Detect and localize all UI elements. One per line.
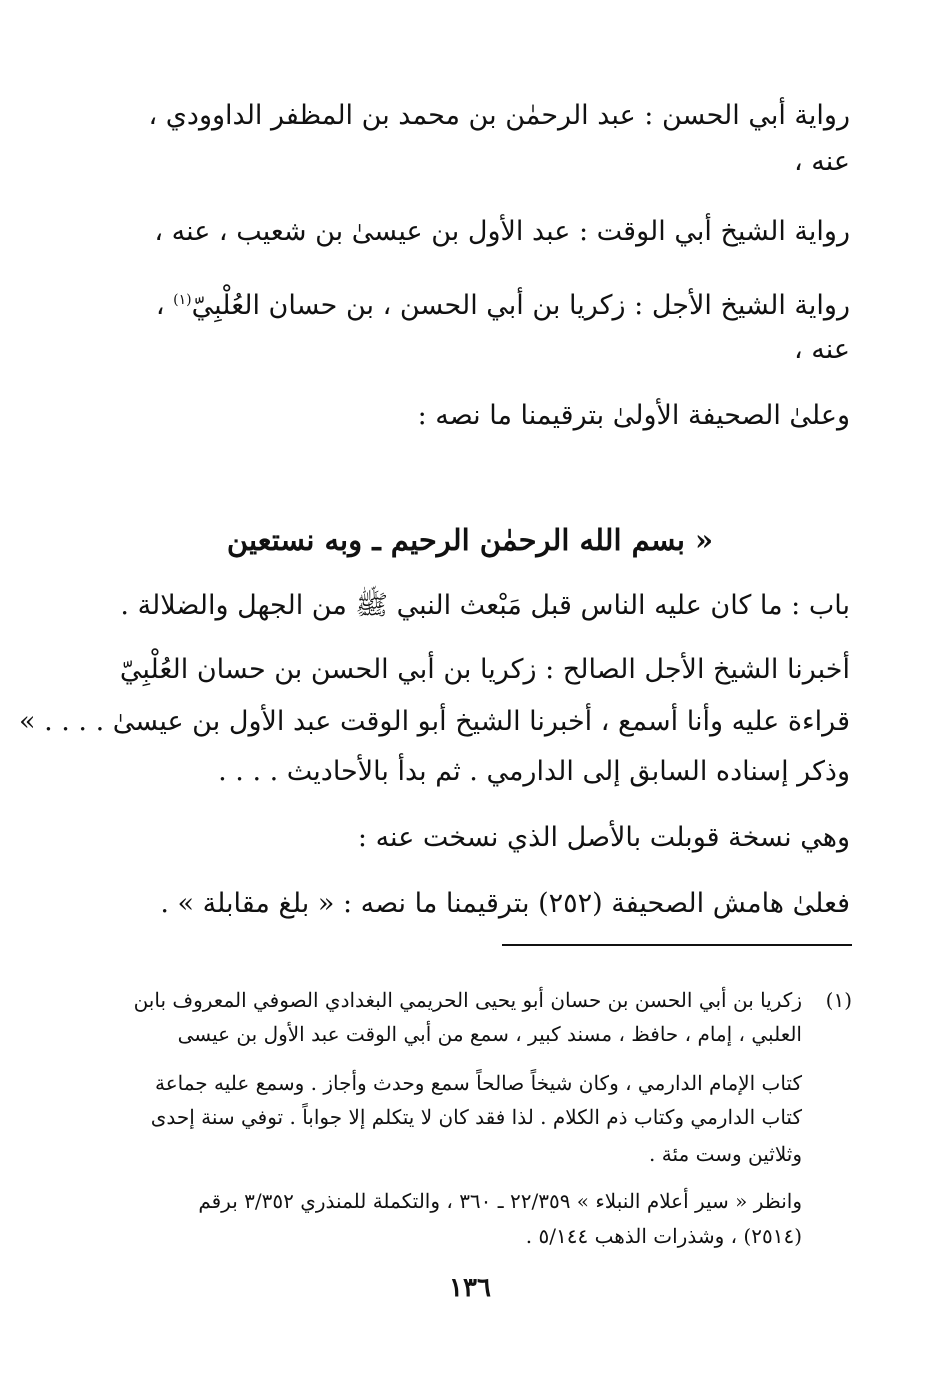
page-number: ١٣٦ xyxy=(449,1273,491,1303)
footnote-line-3: كتاب الإمام الدارمي ، وكان شيخاً صالحاً سمع وحدث وأجاز . وسمع عليه جماعة xyxy=(154,1071,802,1095)
para-line-2: أخبرنا الشيخ الأجل الصالح : زكريا بن أبي الحسن بن حسان العُلْبِيّ xyxy=(119,654,850,685)
footnote-line-7: (٢٥١٤) ، وشذرات الذهب ٥/١٤٤ . xyxy=(525,1224,802,1248)
body-line-2: عنه ، xyxy=(793,146,850,177)
para-line-3: قراءة عليه وأنا أسمع ، أخبرنا الشيخ أبو الوقت عبد الأول بن عيسىٰ . . . . » xyxy=(18,706,850,737)
para-line-6: فعلىٰ هامش الصحيفة (٢٥٢) بترقيمنا ما نصه : « بلغ مقابلة » . xyxy=(160,888,850,919)
body-line-1: رواية أبي الحسن : عبد الرحمٰن بن محمد بن المظفر الداوودي ، xyxy=(148,100,850,131)
para-line-1: باب : ما كان عليه الناس قبل مَبْعث النبي ﷺ من الجهل والضلالة . xyxy=(120,590,850,621)
body-line-4-text: رواية الشيخ الأجل : زكريا بن أبي الحسن ، بن حسان العُلْبِيّ xyxy=(191,290,850,321)
basmala-heading: « بسم الله الرحمٰن الرحيم ـ وبه نستعين xyxy=(226,523,714,557)
body-line-5: عنه ، xyxy=(793,334,850,365)
para-line-5: وهي نسخة قوبلت بالأصل الذي نسخت عنه : xyxy=(357,822,850,853)
footnote-number: (١) xyxy=(825,988,852,1012)
footnote-line-2: العلبي ، إمام ، حافظ ، مسند كبير ، سمع من أبي الوقت عبد الأول بن عيسى xyxy=(177,1022,802,1046)
para-line-4: وذكر إسناده السابق إلى الدارمي . ثم بدأ بالأحاديث . . . . xyxy=(218,756,850,787)
footnote-line-4: كتاب الدارمي وكتاب ذم الكلام . لذا فقد كان لا يتكلم إلا جواباً . توفي سنة إحدى xyxy=(150,1105,802,1129)
footnote-line-5: وثلاثين وست مئة . xyxy=(649,1142,802,1166)
footnote-line-1: زكريا بن أبي الحسن بن حسان أبو يحيى الحريمي البغدادي الصوفي المعروف بابن xyxy=(133,988,802,1012)
footnote-line-6: وانظر « سير أعلام النبلاء » ٢٢/٣٥٩ ـ ٣٦٠ ، والتكملة للمنذري ٣/٣٥٢ برقم xyxy=(198,1189,802,1213)
footnote-divider xyxy=(502,944,852,946)
body-line-6: وعلىٰ الصحيفة الأولىٰ بترقيمنا ما نصه : xyxy=(417,400,850,431)
body-line-3: رواية الشيخ أبي الوقت : عبد الأول بن عيسىٰ بن شعيب ، عنه ، xyxy=(154,216,850,247)
body-line-4-comma: ، xyxy=(155,290,165,321)
footnote-marker: (١) xyxy=(173,292,192,308)
body-line-4 xyxy=(80,280,850,326)
